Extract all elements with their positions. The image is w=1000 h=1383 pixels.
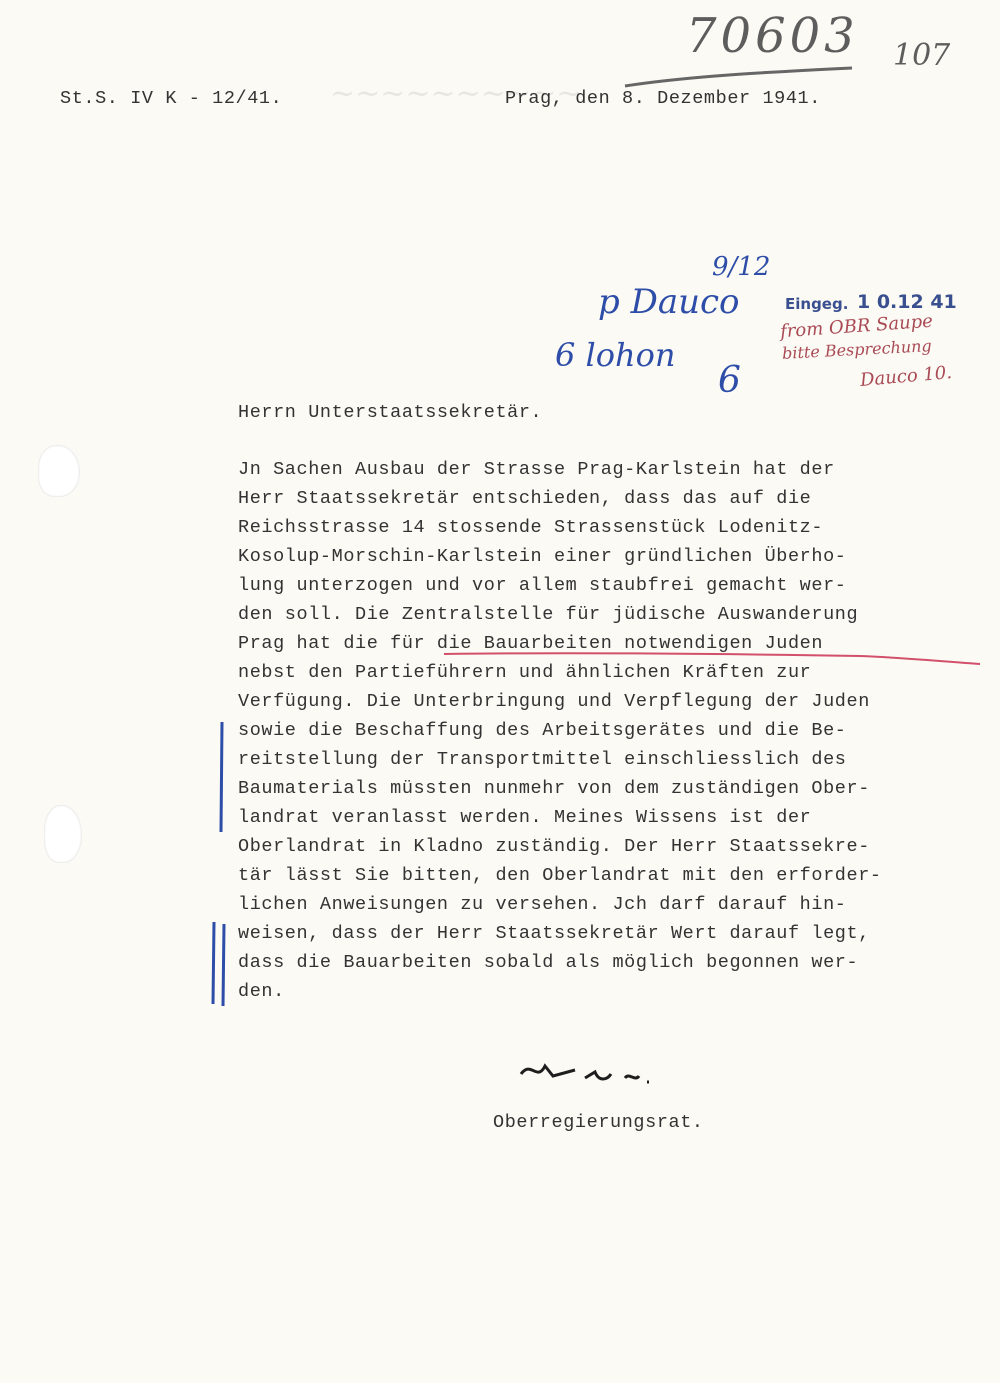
body-line: Herr Staatssekretär entschieden, dass das auf die — [238, 488, 812, 509]
place-date: Prag, den 8. Dezember 1941. — [505, 88, 821, 109]
body-line: Oberlandrat in Kladno zuständig. Der Herr Staatssekre- — [238, 836, 870, 857]
red-note-3: Dauco 10. — [859, 362, 953, 391]
body-line: Prag hat die für die Bauarbeiten notwendigen Juden — [238, 633, 824, 654]
body-line: Baumaterials müssten nunmehr von dem zuständigen Ober- — [238, 778, 870, 799]
body-line: landrat veranlasst werden. Meines Wissens ist der — [238, 807, 812, 828]
body-line: Kosolup-Morschin-Karlstein einer gründlichen Überho- — [238, 546, 847, 567]
body-line: weisen, dass der Herr Staatssekretär Wert darauf legt, — [238, 923, 870, 944]
archive-page-number: 107 — [893, 38, 951, 73]
received-stamp-label: Eingeg. — [785, 295, 849, 313]
blue-double-margin-line — [206, 918, 236, 1010]
bleed-through-marks: ~~~~~~~~~~ — [330, 76, 582, 111]
reference-number: St.S. IV K - 12/41. — [60, 88, 283, 109]
archive-file-number: 70603 — [686, 8, 859, 64]
body-line: den soll. Die Zentralstelle für jüdische Auswanderung — [238, 604, 859, 625]
blue-margin-line — [212, 718, 232, 838]
salutation: Herrn Unterstaatssekretär. — [238, 402, 543, 423]
body-line: sowie die Beschaffung des Arbeitsgerätes und die Be- — [238, 720, 847, 741]
body-line: den. — [238, 981, 285, 1002]
red-underline — [440, 648, 985, 668]
body-line: Verfügung. Die Unterbringung und Verpflegung der Juden — [238, 691, 870, 712]
handwritten-date: 9/12 — [712, 252, 771, 282]
body-line: dass die Bauarbeiten sobald als möglich begonnen wer- — [238, 952, 859, 973]
body-line: nebst den Partieführern und ähnlichen Kräften zur — [238, 662, 812, 683]
blue-note-2: 6 lohon — [555, 336, 676, 374]
body-line: lung unterzogen und vor allem staubfrei gemacht wer- — [238, 575, 847, 596]
punch-hole-bottom — [44, 805, 82, 863]
blue-note-1: p Dauco — [598, 282, 740, 322]
blue-note-3: 6 — [718, 360, 741, 401]
punch-hole-top — [38, 445, 80, 497]
body-line: reitstellung der Transportmittel einschliesslich des — [238, 749, 847, 770]
body-line: Jn Sachen Ausbau der Strasse Prag-Karlstein hat der — [238, 459, 835, 480]
received-stamp-date: 1 0.12 41 — [857, 291, 957, 313]
signatory-title: Oberregierungsrat. — [493, 1112, 704, 1133]
body-line: Reichsstrasse 14 stossende Strassenstück Lodenitz- — [238, 517, 824, 538]
red-note-1: from OBR Saupe — [779, 310, 934, 343]
body-line: tär lässt Sie bitten, den Oberlandrat mit den erforder- — [238, 865, 882, 886]
signature — [515, 1052, 655, 1096]
body-line: lichen Anweisungen zu versehen. Jch darf darauf hin- — [238, 894, 847, 915]
signature-scribble — [515, 1052, 655, 1092]
red-note-2: bitte Besprechung — [781, 336, 933, 363]
